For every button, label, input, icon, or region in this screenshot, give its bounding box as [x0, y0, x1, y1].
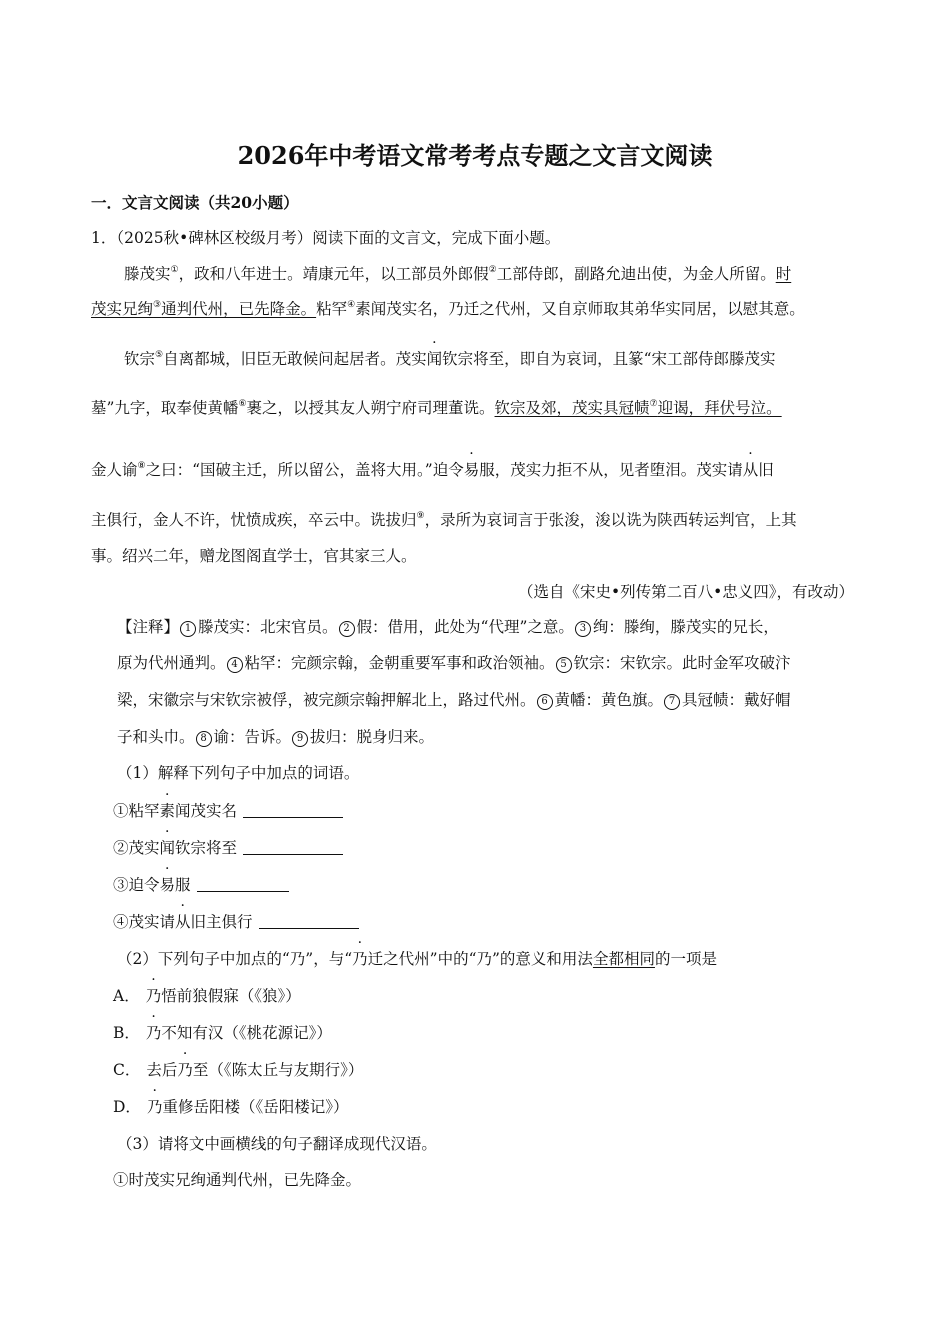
q2-option-a[interactable]: A． 乃悟前狼假寐（《狼》）	[113, 987, 301, 1005]
dotted-word: 易	[463, 461, 480, 479]
answer-blank[interactable]	[197, 877, 289, 892]
answer-blank[interactable]	[259, 914, 359, 929]
notes-line-1: 【注释】 1 滕茂实：北宋官员。 2 假：借用，此处为“代理”之意。 3 绚：滕绚，滕茂实的兄长，	[117, 618, 779, 636]
q1-item-1: ①粘罕素闻茂实名	[113, 801, 343, 821]
passage-line-1: 滕茂实①，政和八年进士。靖康元年，以工部员外郎假②工部侍郎，副路允迪出使，为金人所留。时	[124, 265, 792, 283]
notes-line-3: 梁，宋徽宗与宋钦宗被俘，被完颜宗翰押解北上，路过代州。 6 黄幡：黄色旗。 7 具冠帻：戴好帽	[117, 691, 791, 709]
section-heading: 一．文言文阅读（共20小题）	[91, 193, 299, 212]
q3-prompt: （3）请将文中画横线的句子翻译成现代汉语。	[117, 1135, 437, 1153]
page-title: 2026年中考语文常考考点专题之文言文阅读	[237, 141, 713, 170]
q1-item-4: ④茂实请从旧主俱行	[113, 912, 359, 932]
answer-blank[interactable]	[243, 840, 343, 855]
passage-line-3: 钦宗⑤自离都城，旧臣无敢候问起居者。茂实闻钦宗将至，即自为哀词，且篆“宋工部侍郎滕茂实	[124, 350, 776, 368]
underlined-sentence-1-cont: 茂实兄绚③通判代州，已先降金。	[91, 300, 317, 318]
question-number: 1．	[91, 229, 117, 247]
q1-item-3: ③迫令易服	[113, 875, 289, 895]
q2-option-c[interactable]: C． 去后乃至（《陈太丘与友期行》）	[113, 1061, 364, 1079]
notes-label: 【注释】	[117, 618, 180, 636]
passage-line-2: 茂实兄绚③通判代州，已先降金。粘罕④素闻茂实名，乃迁之代州，又自京师取其弟华实同居，以慰其意。	[91, 300, 805, 318]
q1-item-2: ②茂实闻钦宗将至	[113, 838, 343, 858]
underlined-sentence-2: 钦宗及郊，茂实具冠帻⑦迎谒，拜伏号泣。	[494, 399, 782, 417]
passage-line-4: 墓”九字，取奉使黄幡⑥裹之，以授其友人朔宁府司理董诜。钦宗及郊，茂实具冠帻⑦迎谒，拜伏号泣。	[91, 399, 782, 417]
dotted-word: 从	[742, 461, 759, 479]
q2-prompt: （2）下列句子中加点的“乃”，与“乃迁之代州”中的“乃”的意义和用法全都相同的一项是	[117, 950, 717, 968]
q2-option-b[interactable]: B． 乃不知有汉（《桃花源记》）	[113, 1024, 332, 1042]
dotted-word: 闻	[426, 350, 443, 368]
underlined-sentence-1: 时	[775, 265, 792, 283]
q3-item-1: ①时茂实兄绚通判代州，已先降金。	[113, 1171, 362, 1189]
passage-citation: （选自《宋史•列传第二百八•忠义四》，有改动）	[517, 583, 854, 601]
notes-line-4: 子和头巾。 8 谕：告诉。 9 拔归：脱身归来。	[117, 728, 435, 746]
question-source: （2025秋•碑林区校级月考）阅读下面的文言文，完成下面小题。	[116, 229, 561, 247]
notes-line-2: 原为代州通判。 4 粘罕：完颜宗翰，金朝重要军事和政治领袖。 5 钦宗：宋钦宗。此时金军攻破汴	[117, 654, 791, 672]
question-header	[91, 228, 560, 248]
passage-line-7: 事。绍兴二年，赠龙图阁直学士，官其家三人。	[91, 547, 417, 565]
q1-prompt: （1）解释下列句子中加点的词语。	[117, 764, 360, 782]
q2-option-d[interactable]: D． 乃重修岳阳楼（《岳阳楼记》）	[113, 1098, 349, 1116]
answer-blank[interactable]	[243, 803, 343, 818]
passage-line-6: 主俱行，金人不许，忧愤成疾，卒云中。诜拔归⑨，录所为哀词言于张浚，浚以诜为陕西转运判官，上其	[91, 511, 797, 529]
passage-line-5: 金人谕⑧之曰：“国破主迁，所以留公，盖将大用。”迫令易服，茂实力拒不从，见者堕泪。茂实请从旧	[91, 461, 774, 479]
